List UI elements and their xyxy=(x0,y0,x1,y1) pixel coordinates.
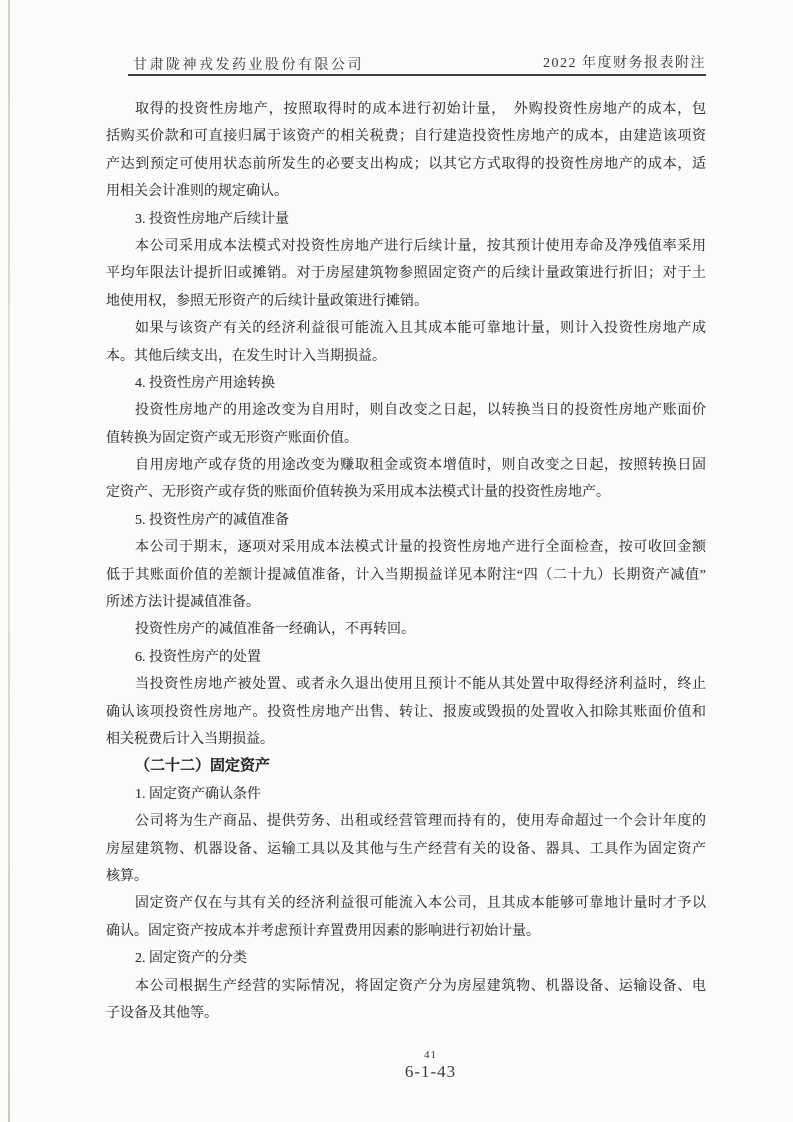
text-line: 本公司采用成本法模式对投资性房地产进行后续计量，按其预计使用寿命及净残值率采用 xyxy=(135,238,706,254)
header-rule xyxy=(128,74,706,76)
text-line: 地使用权，参照无形资产的后续计量政策进行摊销。 xyxy=(106,293,428,309)
text-line: 3. 投资性房地产后续计量 xyxy=(135,211,289,227)
text-line: 相关税费后计入当期损益。 xyxy=(106,731,274,747)
text-line: 本。其他后续支出，在发生时计入当期损益。 xyxy=(106,348,386,364)
text-line: 2. 固定资产的分类 xyxy=(135,951,247,967)
text-line: 固定资产仅在与其有关的经济利益很可能流入本公司，且其成本能够可靠地计量时才予以 xyxy=(135,896,706,912)
header-company-name: 甘肃陇神戎发药业股份有限公司 xyxy=(133,58,364,73)
text-line: 定资产、无形资产或存货的账面价值转换为采用成本法模式计量的投资性房地产。 xyxy=(106,485,610,501)
text-line: 子设备及其他等。 xyxy=(106,1005,218,1021)
text-line: 6. 投资性房产的处置 xyxy=(135,649,261,665)
text-line: 平均年限法计提折旧或摊销。对于房屋建筑物参照固定资产的后续计量政策进行折旧；对于土 xyxy=(106,266,706,282)
text-line: 核算。 xyxy=(106,868,148,884)
text-line: 所述方法计提减值准备。 xyxy=(106,595,260,611)
text-line: 投资性房地产的用途改变为自用时，则自改变之日起，以转换当日的投资性房地产账面价 xyxy=(135,403,706,419)
text-line: 1. 固定资产确认条件 xyxy=(135,786,261,802)
text-line: 本公司根据生产经营的实际情况，将固定资产分为房屋建筑物、机器设备、运输设备、电 xyxy=(135,978,706,994)
text-line: 当投资性房地产被处置、或者永久退出使用且预计不能从其处置中取得经济利益时，终止 xyxy=(135,677,706,693)
text-line: 公司将为生产商品、提供劳务、出租或经营管理而持有的，使用寿命超过一个会计年度的 xyxy=(135,814,706,830)
text-line: 房屋建筑物、机器设备、运输工具以及其他与生产经营有关的设备、器具、工具作为固定资产 xyxy=(106,841,706,857)
text-line: 值转换为固定资产或无形资产账面价值。 xyxy=(106,430,358,446)
scan-edge-line xyxy=(8,0,10,1122)
page-number: 41 xyxy=(424,1049,437,1061)
text-line: 4. 投资性房产用途转换 xyxy=(135,375,275,391)
text-line: 自用房地产或存货的用途改变为赚取租金或资本增值时，则自改变之日起，按照转换日固 xyxy=(135,458,706,474)
text-line: 低于其账面价值的差额计提减值准备，计入当期损益详见本附注“四（二十九）长期资产减值” xyxy=(106,567,706,583)
document-body xyxy=(106,96,706,1027)
text-line: 投资性房产的减值准备一经确认，不再转回。 xyxy=(135,622,415,638)
text-line: 括购买价款和可直接归属于该资产的相关税费；自行建造投资性房地产的成本，由建造该项资 xyxy=(106,129,706,145)
text-line: 本公司于期末，逐项对采用成本法模式计量的投资性房地产进行全面检查，按可收回金额 xyxy=(135,540,706,556)
text-line: 确认该项投资性房地产。投资性房地产出售、转让、报废或毁损的处置收入扣除其账面价值和 xyxy=(106,704,706,720)
document-page-code: 6-1-43 xyxy=(404,1062,457,1081)
text-line: 5. 投资性房产的减值准备 xyxy=(135,512,289,528)
text-line: （二十二）固定资产 xyxy=(135,758,271,775)
text-line: 确认。固定资产按成本并考虑预计弃置费用因素的影响进行初始计量。 xyxy=(106,923,540,939)
text-line: 如果与该资产有关的经济利益很可能流入且其成本能可靠地计量，则计入投资性房地产成 xyxy=(135,321,706,337)
text-line: 产达到预定可使用状态前所发生的必要支出构成；以其它方式取得的投资性房地产的成本，适 xyxy=(106,156,706,172)
text-line: 用相关会计准则的规定确认。 xyxy=(106,184,288,200)
header-doc-title: 2022 年度财务报表附注 xyxy=(543,56,706,71)
page-footer xyxy=(0,1048,793,1082)
text-line: 取得的投资性房地产，按照取得时的成本进行初始计量， 外购投资性房地产的成本，包 xyxy=(135,102,706,117)
